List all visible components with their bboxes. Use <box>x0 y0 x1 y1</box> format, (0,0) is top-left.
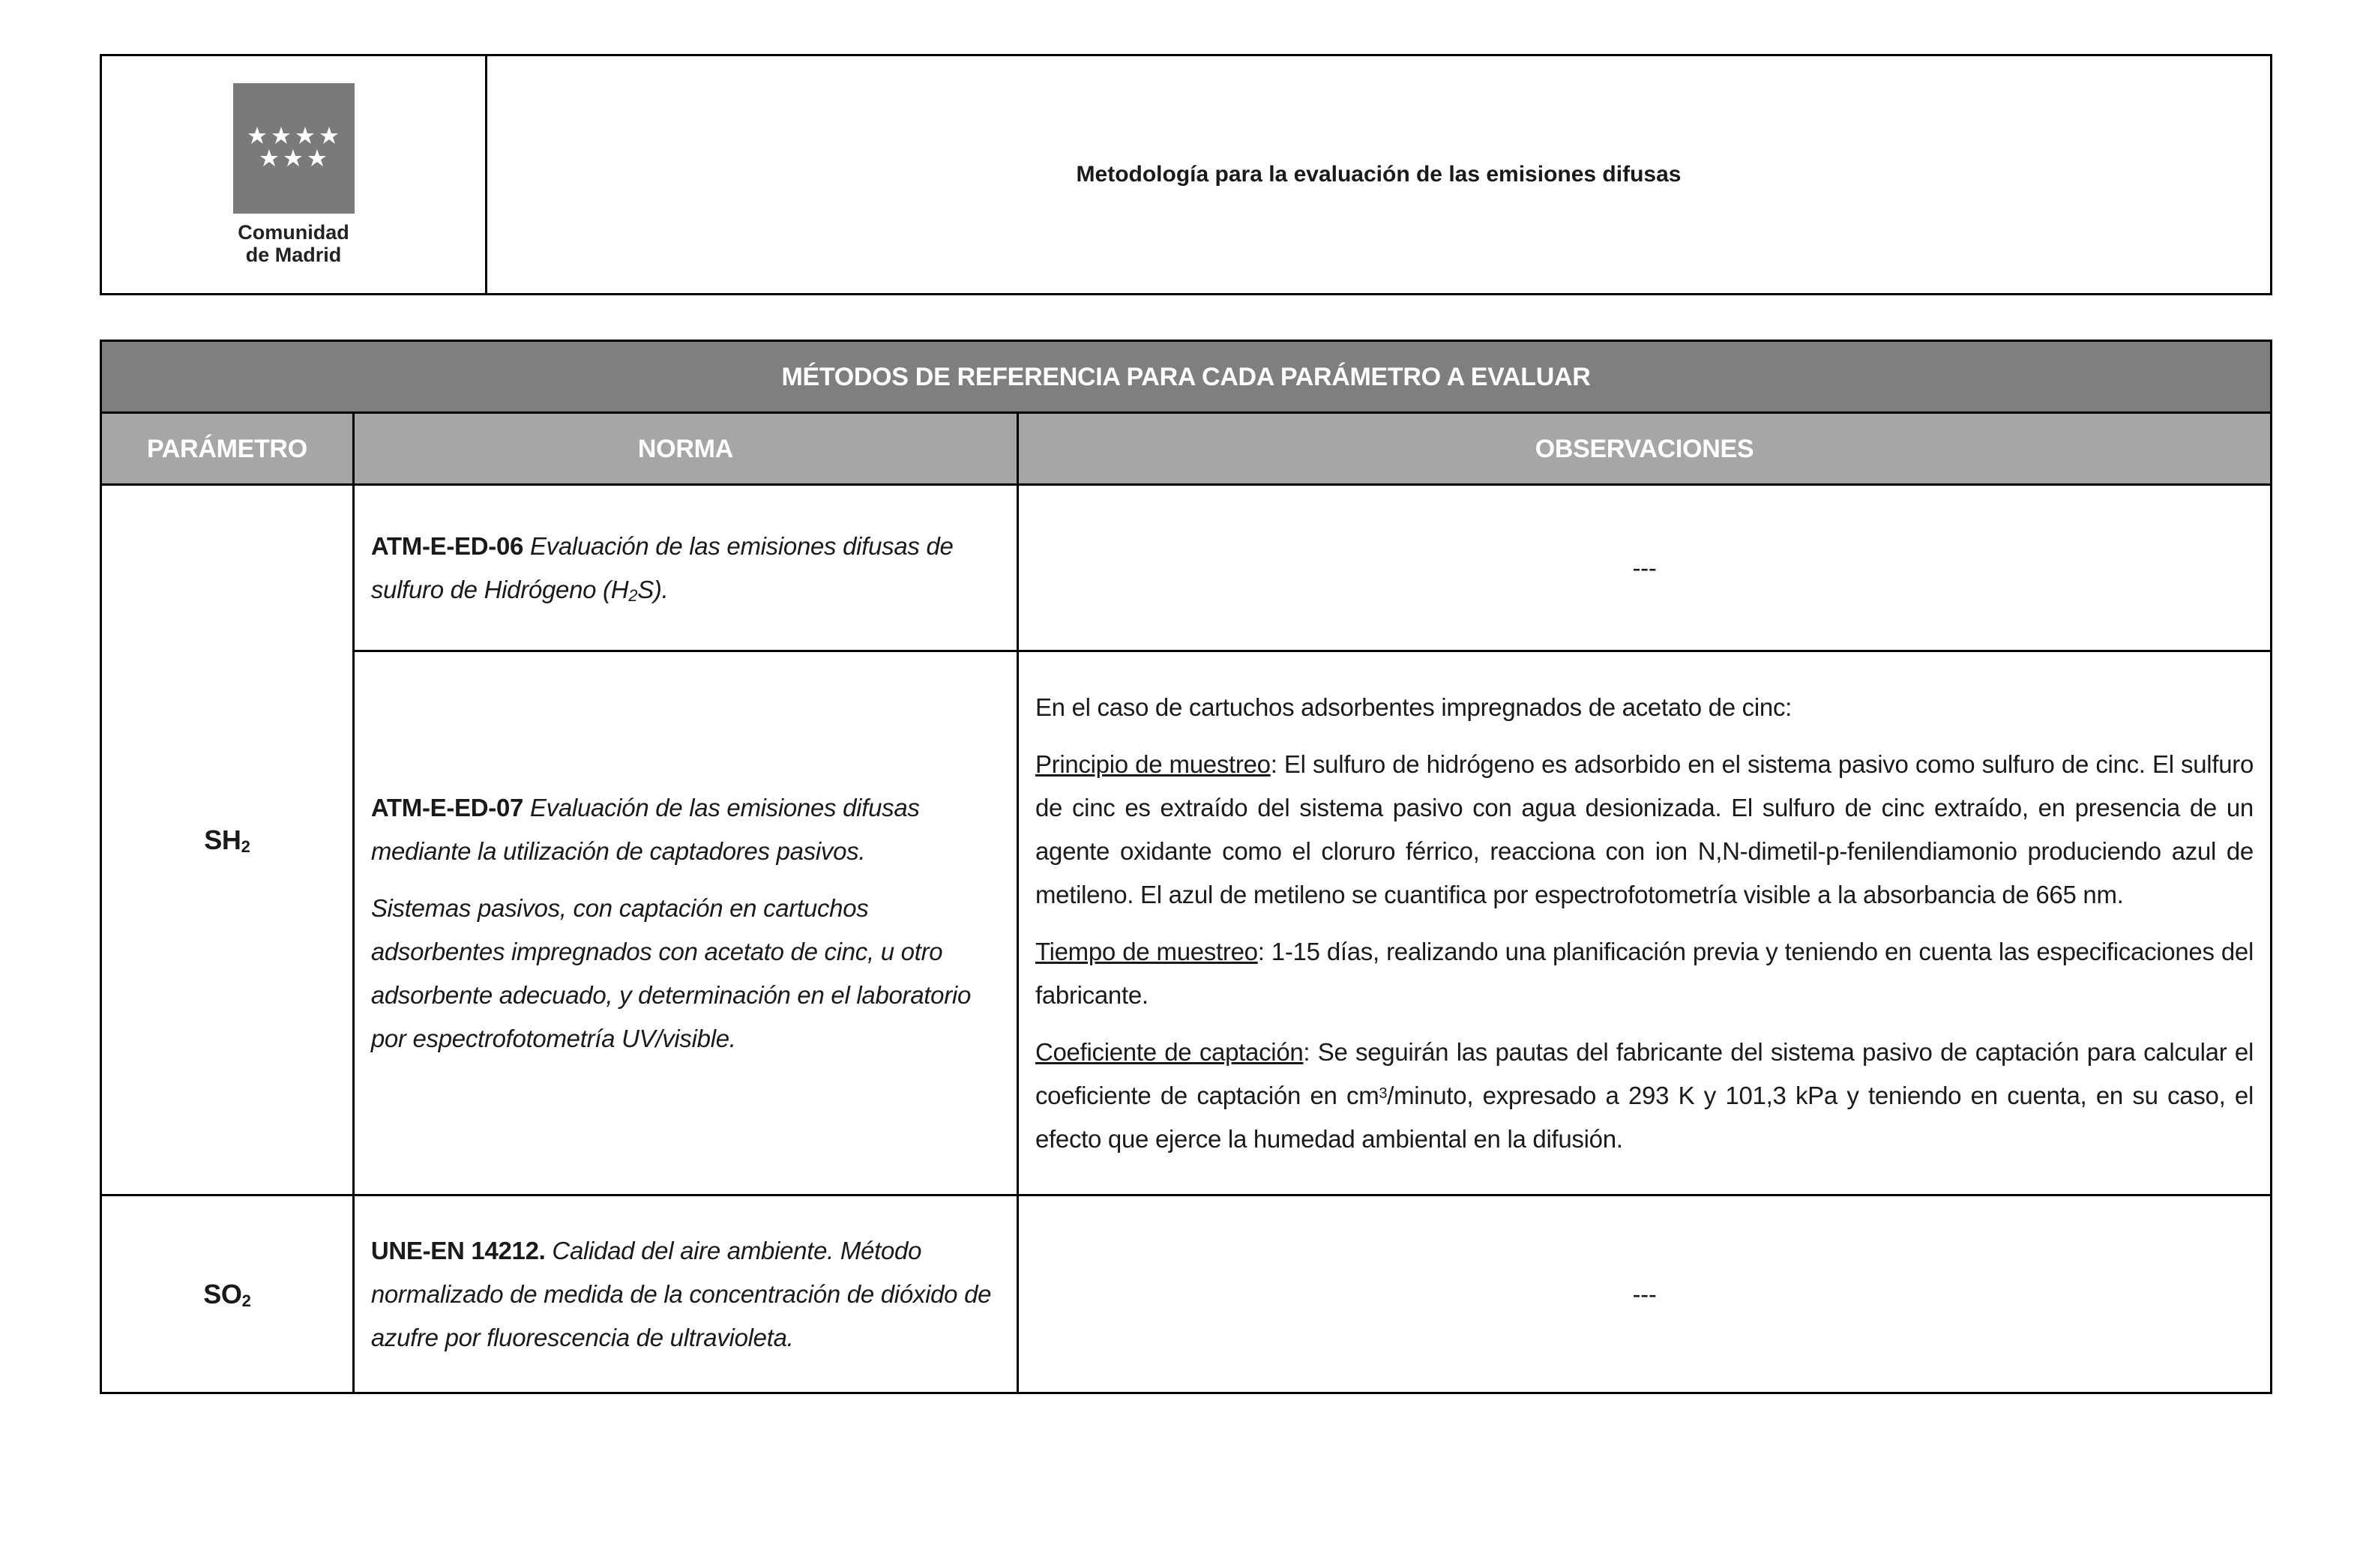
table-caption: MÉTODOS DE REFERENCIA PARA CADA PARÁMETRO A EVALUAR <box>101 341 2272 413</box>
document-title: Metodología para la evaluación de las emisiones difusas <box>1076 162 1682 187</box>
comunidad-madrid-logo <box>233 83 355 214</box>
norma-code: ATM-E-ED-07 <box>370 793 524 821</box>
obs-coeficiente: Coeficiente de captación: Se seguirán las pautas del fabricante del sistema pasivo de captación para calcular el coeficiente de captación en $cm^3$/minuto, expresado a 293 K y 101,3 kPa y teniendo en cuenta, en su caso, el efecto que ejerce la humedad ambiental en la difusión. <box>1035 1037 2254 1153</box>
logo-line-1: Comunidad <box>238 221 349 244</box>
norma-une-en-14212 <box>353 1195 1017 1393</box>
obs-tiempo: Tiempo de muestreo: 1-15 días, realizando una planificación previa y teniendo en cuenta las especificaciones del fabricante. <box>1035 937 2254 1009</box>
logo-text <box>238 221 349 266</box>
norma-code: ATM-E-ED-06 <box>370 531 524 560</box>
column-header-parametro: PARÁMETRO <box>101 413 354 485</box>
norma-description-2: Sistemas pasivos, con captación en cartuchos adsorbentes impregnados con acetato de cinc, u otro adsorbente adecuado, y determinación en el laboratorio por espectrofotometría UV/visible. <box>370 893 971 1052</box>
observaciones-empty: --- <box>1017 485 2271 651</box>
seven-stars-icon <box>245 122 343 175</box>
norma-atm-e-ed-06 <box>353 485 1017 651</box>
norma-atm-e-ed-07 <box>353 651 1017 1195</box>
logo-line-2: de Madrid <box>245 244 342 266</box>
table-row <box>101 1195 2272 1393</box>
obs-intro: En el caso de cartuchos adsorbentes impregnados de acetato de cinc: <box>1035 693 1792 721</box>
table-row <box>101 651 2272 1195</box>
reference-methods-table <box>100 340 2272 1394</box>
column-header-norma: NORMA <box>353 413 1017 485</box>
document-header <box>100 54 2272 295</box>
norma-description: Calidad del aire ambiente. Método normalizado de medida de la concentración de dióxido de azufre por fluorescencia de ultravioleta. <box>370 1236 992 1351</box>
logo-cell <box>102 56 487 293</box>
column-header-observaciones: OBSERVACIONES <box>1017 413 2271 485</box>
norma-description: Evaluación de las emisiones difusas de sulfuro de Hidrógeno $(H_2S)$. <box>370 531 954 605</box>
param-so2: $SO_2$ <box>101 1195 354 1393</box>
norma-code: UNE-EN 14212. <box>370 1236 546 1264</box>
observaciones-empty: --- <box>1017 1195 2271 1393</box>
norma-description: Evaluación de las emisiones difusas mediante la utilización de captadores pasivos. <box>370 793 920 865</box>
table-row <box>101 485 2272 651</box>
obs-principio: Principio de muestreo: El sulfuro de hidrógeno es adsorbido en el sistema pasivo como sulfuro de cinc. El sulfuro de cinc es extraído del sistema pasivo con agua desionizada. El sulfuro de cinc extraído, en presencia de un agente oxidante como el cloruro férrico, reacciona con ion N,N-dimetil-p-fenilendiamonio produciendo azul de metileno. El azul de metileno se cuantifica por espectrofotometría visible a la absorbancia de 665 nm. <box>1035 750 2254 908</box>
param-sh2: $SH_2$ <box>101 485 354 1195</box>
observaciones-zinc-acetate <box>1017 651 2271 1195</box>
